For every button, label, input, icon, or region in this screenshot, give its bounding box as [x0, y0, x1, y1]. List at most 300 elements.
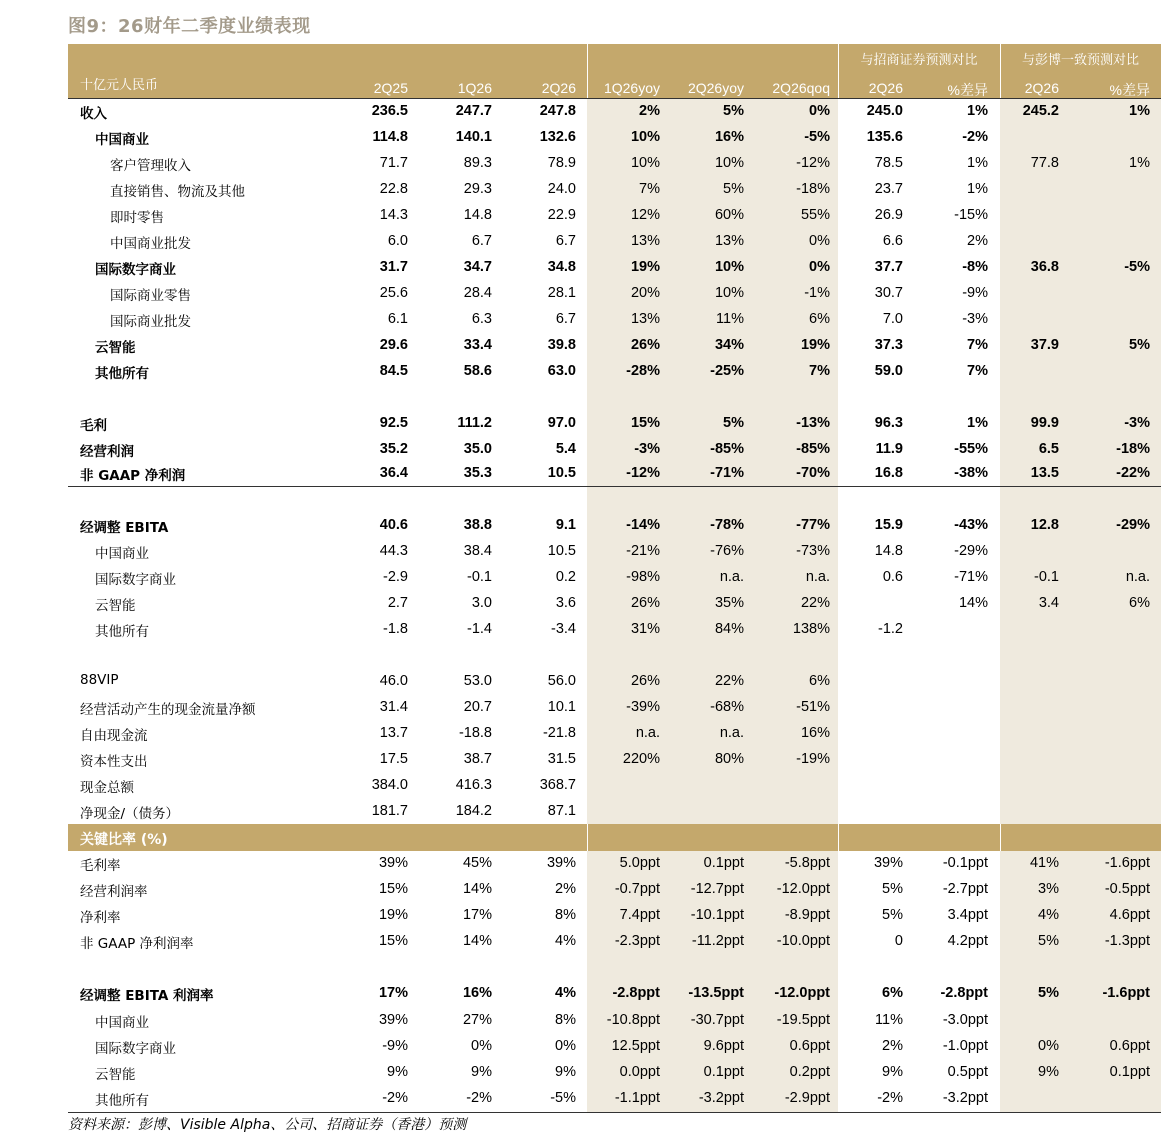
table-cell: 26% [630, 673, 660, 689]
table-cell: 39% [378, 855, 408, 871]
table-cell: -3.2ppt [942, 1090, 988, 1106]
table-cell: 44.3 [379, 543, 408, 559]
table-cell: -30.7ppt [690, 1012, 744, 1028]
table-cell: 53.0 [463, 673, 492, 689]
table-cell: 184.2 [455, 803, 492, 819]
table-cell: 60% [714, 207, 744, 223]
table-cell: 10% [630, 129, 660, 145]
table-cell: 114.8 [372, 129, 408, 145]
table-cell: -2% [962, 129, 988, 145]
table-cell: 0.1ppt [1109, 1064, 1150, 1080]
table-cell: 71.7 [379, 155, 408, 171]
table-cell: 39.8 [547, 337, 576, 353]
table-cell: 31% [630, 621, 660, 637]
table-cell: -15% [954, 207, 988, 223]
table-cell: 5.4 [555, 441, 576, 457]
table-cell: 0% [809, 103, 830, 119]
table-cell: -9% [382, 1038, 408, 1054]
table-cell: 132.6 [539, 129, 576, 145]
table-cell: 16% [800, 725, 830, 741]
table-cell: 28.4 [463, 285, 492, 301]
table-cell: 9.6ppt [703, 1038, 744, 1054]
table-cell: 14% [462, 881, 492, 897]
table-cell: -19.5ppt [776, 1012, 830, 1028]
row-label: 88VIP [80, 672, 119, 688]
table-cell: 29.6 [379, 337, 408, 353]
table-cell: 4% [1038, 907, 1059, 923]
section-divider [838, 824, 839, 851]
table-row [0, 358, 1167, 384]
table-cell: -22% [1116, 465, 1150, 481]
table-cell: -18.8 [458, 725, 492, 741]
table-cell: 22% [714, 673, 744, 689]
table-cell: 26.9 [874, 207, 903, 223]
table-row [0, 98, 1167, 124]
table-cell: -5% [804, 129, 830, 145]
table-cell: -85% [796, 441, 830, 457]
table-row [0, 564, 1167, 590]
table-cell: 11% [875, 1012, 903, 1028]
header-group-zhaoshang: 与招商证券预测对比 [860, 53, 978, 68]
table-cell: 0.1ppt [703, 855, 744, 871]
table-cell: 13% [714, 233, 744, 249]
table-cell: -10.8ppt [606, 1012, 660, 1028]
table-cell: 40.6 [379, 517, 408, 533]
table-cell: 1% [967, 181, 988, 197]
table-cell: 7.4ppt [619, 907, 660, 923]
table-cell: -2% [382, 1090, 408, 1106]
table-cell: -5% [1124, 259, 1150, 275]
table-row [0, 538, 1167, 564]
table-cell: 2.7 [387, 595, 408, 611]
row-label: 自由现金流 [80, 728, 148, 744]
table-cell: -2.8ppt [940, 985, 988, 1001]
row-label: 国际商业零售 [110, 288, 191, 304]
column-header: 1Q26 [457, 80, 492, 96]
table-cell: 22% [800, 595, 830, 611]
row-label: 中国商业 [95, 132, 149, 148]
table-cell: -0.7ppt [614, 881, 660, 897]
table-cell: 4% [555, 985, 576, 1001]
table-cell: 89.3 [463, 155, 492, 171]
table-bottom-rule [68, 1112, 1161, 1113]
table-cell: 6.6 [882, 233, 903, 249]
table-row [0, 616, 1167, 642]
table-cell: 17% [378, 985, 408, 1001]
table-cell: 9% [555, 1064, 576, 1080]
column-header: 2Q26 [868, 80, 903, 96]
table-cell: 15% [630, 415, 660, 431]
table-cell: 6% [809, 311, 830, 327]
table-cell: 10% [630, 155, 660, 171]
column-header: 2Q26 [1024, 80, 1059, 96]
table-cell: 8% [555, 1012, 576, 1028]
table-cell: 38.8 [463, 517, 492, 533]
table-cell: 34.7 [463, 259, 492, 275]
table-cell: 24.0 [547, 181, 576, 197]
table-cell: 19% [378, 907, 408, 923]
header-group-pengbo: 与彭博一致预测对比 [1021, 53, 1139, 68]
table-row [0, 202, 1167, 228]
row-label: 其他所有 [95, 1093, 149, 1109]
table-cell: 0.0ppt [619, 1064, 660, 1080]
table-cell: 6.5 [1038, 441, 1059, 457]
table-cell: 12.5ppt [611, 1038, 660, 1054]
row-label: 其他所有 [95, 624, 149, 640]
table-cell: -1.6ppt [1104, 855, 1150, 871]
table-cell: 1% [1129, 103, 1150, 119]
table-cell: 41% [1029, 855, 1059, 871]
table-cell: 10% [714, 259, 744, 275]
table-cell: 0.2ppt [789, 1064, 830, 1080]
table-cell: 16.8 [874, 465, 903, 481]
table-cell: 3.0 [471, 595, 492, 611]
table-cell: -70% [796, 465, 830, 481]
table-cell: 5% [1038, 985, 1059, 1001]
table-cell: -2.9ppt [784, 1090, 830, 1106]
table-cell: 29.3 [463, 181, 492, 197]
table-cell: 10% [714, 285, 744, 301]
table-cell: 22.9 [547, 207, 576, 223]
table-row [0, 124, 1167, 150]
table-cell: -29% [1116, 517, 1150, 533]
table-cell: -10.1ppt [690, 907, 744, 923]
table-cell: 30.7 [874, 285, 903, 301]
table-cell: 5% [723, 103, 744, 119]
table-cell: 10% [714, 155, 744, 171]
table-row [0, 1085, 1167, 1111]
table-cell: -68% [710, 699, 744, 715]
table-cell: 9% [387, 1064, 408, 1080]
row-label: 非 GAAP 净利润率 [80, 936, 194, 952]
table-cell: 14.8 [463, 207, 492, 223]
table-cell: 20.7 [463, 699, 492, 715]
row-label: 国际数字商业 [95, 1041, 176, 1057]
table-cell: 14% [958, 595, 988, 611]
table-cell: -3% [962, 311, 988, 327]
section-rule [68, 486, 1161, 487]
table-cell: -77% [796, 517, 830, 533]
column-header: %差异 [947, 82, 988, 98]
table-cell: 236.5 [371, 103, 408, 119]
table-cell: 6% [882, 985, 903, 1001]
table-cell: -2.9 [383, 569, 408, 585]
row-label: 云智能 [95, 1067, 136, 1083]
table-cell: 46.0 [379, 673, 408, 689]
table-cell: 80% [714, 751, 744, 767]
table-cell: 245.0 [866, 103, 903, 119]
table-cell: 87.1 [547, 803, 576, 819]
table-cell: 31.7 [379, 259, 408, 275]
table-cell: -78% [710, 517, 744, 533]
table-cell: 9% [471, 1064, 492, 1080]
table-cell: 13% [630, 311, 660, 327]
table-cell: -2.8ppt [612, 985, 660, 1001]
table-cell: -5% [550, 1090, 576, 1106]
table-cell: 3.4ppt [947, 907, 988, 923]
table-cell: 0% [809, 259, 830, 275]
table-cell: 37.9 [1030, 337, 1059, 353]
table-cell: 5% [882, 881, 903, 897]
row-label: 收入 [80, 106, 107, 122]
table-cell: 247.8 [539, 103, 576, 119]
table-cell: 27% [462, 1012, 492, 1028]
table-cell: -8.9ppt [784, 907, 830, 923]
table-cell: -28% [626, 363, 660, 379]
table-cell: -2% [877, 1090, 903, 1106]
table-cell: -18% [1116, 441, 1150, 457]
table-cell: 38.7 [463, 751, 492, 767]
table-cell: 12% [630, 207, 660, 223]
table-cell: 26% [630, 595, 660, 611]
table-cell: 2% [882, 1038, 903, 1054]
table-cell: -12.0ppt [776, 881, 830, 897]
table-cell: -1.4 [467, 621, 492, 637]
table-cell: 9% [1038, 1064, 1059, 1080]
table-cell: 0.2 [555, 569, 576, 585]
table-cell: 39% [873, 855, 903, 871]
table-cell: 1% [967, 103, 988, 119]
table-cell: n.a. [719, 569, 744, 585]
table-cell: 77.8 [1030, 155, 1059, 171]
table-cell: -8% [962, 259, 988, 275]
table-cell: -1.8 [383, 621, 408, 637]
row-label: 即时零售 [110, 210, 164, 226]
table-cell: 10.1 [547, 699, 576, 715]
table-cell: 2% [639, 103, 660, 119]
table-cell: 31.4 [379, 699, 408, 715]
table-row [0, 1059, 1167, 1085]
table-row [0, 694, 1167, 720]
table-row [0, 1033, 1167, 1059]
table-row [0, 410, 1167, 436]
table-cell: 4.2ppt [947, 933, 988, 949]
table-cell: 28.1 [547, 285, 576, 301]
table-cell: 92.5 [379, 415, 408, 431]
table-cell: 26% [630, 337, 660, 353]
table-cell: 63.0 [547, 363, 576, 379]
table-cell: 11.9 [875, 441, 903, 457]
table-cell: -2% [466, 1090, 492, 1106]
table-cell: 0% [555, 1038, 576, 1054]
table-cell: 0 [894, 933, 903, 949]
table-cell: 35% [714, 595, 744, 611]
table-cell: 10.5 [547, 465, 576, 481]
column-header: %差异 [1109, 82, 1150, 98]
table-cell: 1% [967, 415, 988, 431]
table-cell: 6% [809, 673, 830, 689]
table-cell: 384.0 [371, 777, 408, 793]
table-cell: -3% [1124, 415, 1150, 431]
row-label: 中国商业 [95, 546, 149, 562]
table-cell: -21.8 [542, 725, 576, 741]
section-divider [587, 824, 588, 851]
table-cell: -1.3ppt [1104, 933, 1150, 949]
table-cell: 14% [462, 933, 492, 949]
table-cell: 6.3 [471, 311, 492, 327]
table-cell: -55% [954, 441, 988, 457]
table-cell: -21% [626, 543, 660, 559]
table-cell: 245.2 [1022, 103, 1059, 119]
table-cell: -1% [804, 285, 830, 301]
table-cell: -9% [962, 285, 988, 301]
table-cell: 6.7 [471, 233, 492, 249]
table-cell: -12.7ppt [690, 881, 744, 897]
table-cell: -29% [954, 543, 988, 559]
table-cell: 34% [714, 337, 744, 353]
table-row [0, 228, 1167, 254]
table-cell: 6.1 [387, 311, 408, 327]
table-cell: 14.8 [874, 543, 903, 559]
row-label: 直接销售、物流及其他 [110, 184, 245, 200]
table-cell: 39% [378, 1012, 408, 1028]
table-cell: -85% [710, 441, 744, 457]
table-cell: -1.0ppt [942, 1038, 988, 1054]
table-cell: 0.1ppt [703, 1064, 744, 1080]
table-row [0, 928, 1167, 954]
row-label: 毛利率 [80, 858, 121, 874]
table-cell: 58.6 [463, 363, 492, 379]
table-cell: 19% [800, 337, 830, 353]
row-label: 非 GAAP 净利润 [80, 468, 186, 484]
table-cell: 56.0 [547, 673, 576, 689]
table-row [0, 460, 1167, 486]
table-row [0, 306, 1167, 332]
row-label: 经营利润率 [80, 884, 148, 900]
table-row [0, 150, 1167, 176]
table-cell: 33.4 [463, 337, 492, 353]
table-row [0, 850, 1167, 876]
row-label: 中国商业 [95, 1015, 149, 1031]
table-cell: -98% [626, 569, 660, 585]
row-label: 客户管理收入 [110, 158, 191, 174]
table-cell: 220% [622, 751, 660, 767]
table-cell: n.a. [635, 725, 660, 741]
table-cell: -1.1ppt [614, 1090, 660, 1106]
source-note: 资料来源：彭博、Visible Alpha、公司、招商证券（香港）预测 [68, 1117, 467, 1133]
column-header: 2Q26 [541, 80, 576, 96]
ratios-section-header [68, 824, 1161, 851]
table-cell: 22.8 [379, 181, 408, 197]
table-cell: n.a. [805, 569, 830, 585]
table-cell: 15% [378, 933, 408, 949]
table-cell: -13% [796, 415, 830, 431]
row-label: 净现金/（债务） [80, 806, 180, 822]
table-row [0, 876, 1167, 902]
row-label: 云智能 [95, 598, 136, 614]
table-cell: 416.3 [455, 777, 492, 793]
row-label: 云智能 [95, 340, 136, 356]
table-cell: 34.8 [547, 259, 576, 275]
column-header: 1Q26yoy [603, 80, 660, 96]
table-cell: 138% [792, 621, 830, 637]
table-cell: 8% [555, 907, 576, 923]
table-cell: 5% [1129, 337, 1150, 353]
table-cell: n.a. [719, 725, 744, 741]
table-cell: 99.9 [1030, 415, 1059, 431]
table-cell: 19% [630, 259, 660, 275]
table-cell: 7% [967, 337, 988, 353]
table-cell: 3.6 [555, 595, 576, 611]
column-header: 2Q26qoq [772, 80, 830, 96]
section-divider [1000, 824, 1001, 851]
table-row [0, 512, 1167, 538]
table-cell: 0% [1038, 1038, 1059, 1054]
row-label: 国际商业批发 [110, 314, 191, 330]
table-row [0, 1007, 1167, 1033]
table-cell: -11.2ppt [691, 933, 744, 949]
table-cell: -1.2 [878, 621, 903, 637]
table-cell: 247.7 [455, 103, 492, 119]
table-row [0, 280, 1167, 306]
table-cell: -2.7ppt [942, 881, 988, 897]
row-label: 经调整 EBITA 利润率 [80, 988, 214, 1004]
table-cell: 36.8 [1030, 259, 1059, 275]
table-cell: 17% [462, 907, 492, 923]
table-row [0, 436, 1167, 462]
table-cell: 5.0ppt [619, 855, 660, 871]
table-row [0, 332, 1167, 358]
table-cell: 37.3 [874, 337, 903, 353]
table-cell: 13.5 [1030, 465, 1059, 481]
table-cell: -73% [796, 543, 830, 559]
table-cell: -2.3ppt [614, 933, 660, 949]
table-cell: 7% [639, 181, 660, 197]
table-cell: 59.0 [874, 363, 903, 379]
table-cell: 14.3 [379, 207, 408, 223]
table-cell: -19% [796, 751, 830, 767]
table-cell: 5% [1038, 933, 1059, 949]
row-label: 净利率 [80, 910, 121, 926]
table-cell: 13.7 [379, 725, 408, 741]
table-cell: -3.0ppt [942, 1012, 988, 1028]
table-cell: 0.6 [882, 569, 903, 585]
table-cell: 0.6ppt [1109, 1038, 1150, 1054]
table-cell: -12.0ppt [774, 985, 830, 1001]
table-cell: -3.4 [551, 621, 576, 637]
table-cell: -0.1 [467, 569, 492, 585]
table-cell: 111.2 [457, 415, 492, 431]
table-cell: 38.4 [463, 543, 492, 559]
table-cell: 15% [378, 881, 408, 897]
table-row [0, 980, 1167, 1006]
table-cell: 181.7 [371, 803, 408, 819]
table-cell: -76% [710, 543, 744, 559]
table-cell: 4% [555, 933, 576, 949]
table-row [0, 254, 1167, 280]
table-cell: 2% [967, 233, 988, 249]
table-cell: 6.7 [555, 311, 576, 327]
table-cell: 17.5 [379, 751, 408, 767]
table-cell: 3% [1038, 881, 1059, 897]
table-row [0, 902, 1167, 928]
table-cell: 7% [809, 363, 830, 379]
table-row [0, 798, 1167, 824]
row-label: 经调整 EBITA [80, 520, 169, 536]
table-cell: 35.3 [463, 465, 492, 481]
table-cell: 84% [714, 621, 744, 637]
table-row [0, 746, 1167, 772]
unit-label: 十亿元人民币 [80, 78, 159, 93]
table-cell: 0% [471, 1038, 492, 1054]
table-cell: 135.6 [866, 129, 903, 145]
table-cell: 4.6ppt [1109, 907, 1150, 923]
table-cell: 20% [630, 285, 660, 301]
table-cell: 15.9 [874, 517, 903, 533]
table-cell: -1.6ppt [1102, 985, 1150, 1001]
table-cell: -3.2ppt [698, 1090, 744, 1106]
table-cell: 5% [882, 907, 903, 923]
